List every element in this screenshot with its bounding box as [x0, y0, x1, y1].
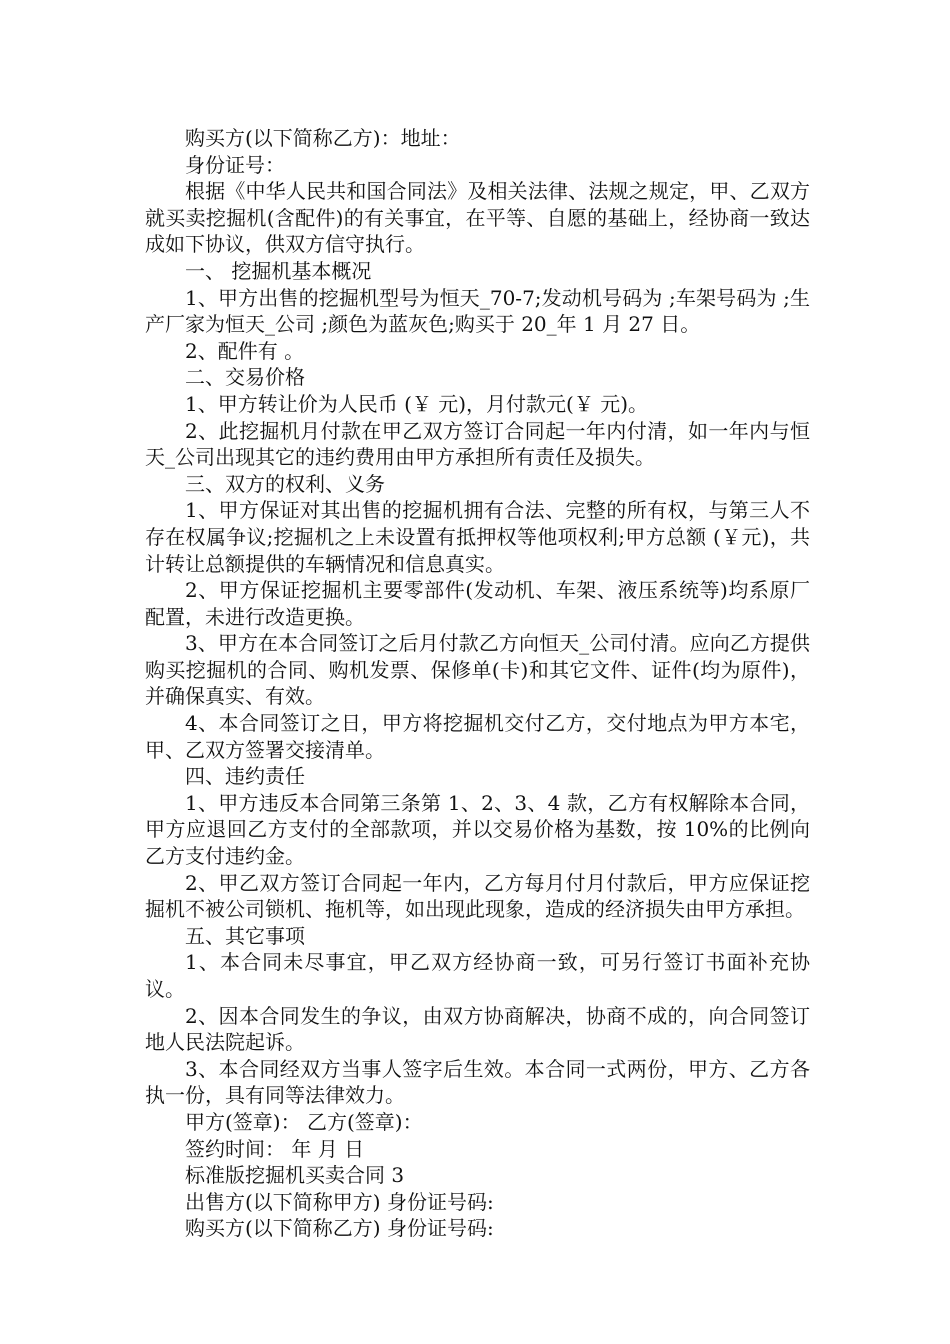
- next-contract-title: 标准版挖掘机买卖合同 3: [185, 1163, 405, 1188]
- contract-body: [145, 125, 810, 1242]
- clause-5-3: 3、本合同经双方当事人签字后生效。本合同一式两份，甲方、乙方各执一份，具有同等法律效力。: [145, 1056, 810, 1108]
- clause-4-1: 1、甲方违反本合同第三条第 1、2、3、4 款，乙方有权解除本合同，甲方应退回乙方支付的全部款项，并以交易价格为基数，按 10%的比例向乙方支付违约金。: [145, 790, 810, 869]
- section-heading-rights: 三、双方的权利、义务: [185, 471, 385, 496]
- clause-1-1: 1、甲方出售的挖掘机型号为恒天_70-7;发动机号码为 ;车架号码为 ;生产厂家为恒天_公司 ;颜色为蓝灰色;购买于 20_年 1 月 27 日。: [145, 285, 810, 337]
- clause-3-1: 1、甲方保证对其出售的挖掘机拥有合法、完整的所有权，与第三人不存在权属争议;挖掘机之上未设置有抵押权等他项权利;甲方总额 (￥元)，共计转让总额提供的车辆情况和信息真实。: [145, 498, 810, 576]
- section-heading-price: 二、交易价格: [185, 365, 305, 390]
- buyer-address-line: 购买方(以下简称乙方)：地址：: [185, 126, 461, 150]
- clause-3-3: 3、甲方在本合同签订之后月付款乙方向恒天_公司付清。应向乙方提供购买挖掘机的合同、购机发票、保修单(卡)和其它文件、证件(均为原件)，并确保真实、有效。: [145, 631, 810, 709]
- clause-3-2: 2、甲方保证挖掘机主要零部件(发动机、车架、液压系统等)均系原厂配置，未进行改造更换。: [145, 578, 810, 629]
- signature-line: 甲方(签章)： 乙方(签章)：: [185, 1109, 423, 1134]
- preamble-paragraph: 根据《中华人民共和国合同法》及相关法律、法规之规定，甲、乙双方就买卖挖掘机(含配件)的有关事宜，在平等、自愿的基础上，经协商一致达成如下协议，供双方信守执行。: [145, 179, 810, 257]
- clause-5-1: 1、本合同未尽事宜，甲乙双方经协商一致，可另行签订书面补充协议。: [145, 950, 810, 1001]
- clause-1-2: 2、配件有 。: [185, 338, 305, 363]
- clause-2-1: 1、甲方转让价为人民币 (￥ 元)，月付款元(￥ 元)。: [185, 391, 649, 416]
- clause-4-2: 2、甲乙双方签订合同起一年内，乙方每月付月付款后，甲方应保证挖掘机不被公司锁机、拖机等，如出现此现象，造成的经济损失由甲方承担。: [145, 870, 810, 922]
- section-heading-liability: 四、违约责任: [185, 764, 305, 789]
- signing-date-line: 签约时间： 年 月 日: [185, 1136, 365, 1161]
- clause-3-4: 4、本合同签订之日，甲方将挖掘机交付乙方，交付地点为甲方本宅，甲、乙双方签署交接清单。: [145, 711, 810, 762]
- section-heading-overview: 一、 挖掘机基本概况: [185, 258, 372, 283]
- buyer-id-line: 身份证号：: [185, 152, 285, 177]
- seller-id-line: 出售方(以下简称甲方) 身份证号码:: [185, 1189, 494, 1214]
- buyer-id-number-line: 购买方(以下简称乙方) 身份证号码:: [185, 1216, 494, 1241]
- section-heading-other: 五、其它事项: [185, 923, 305, 948]
- clause-5-2: 2、因本合同发生的争议，由双方协商解决，协商不成的，向合同签订地人民法院起诉。: [145, 1003, 810, 1055]
- clause-2-2: 2、此挖掘机月付款在甲乙双方签订合同起一年内付清，如一年内与恒天_公司出现其它的违约费用由甲方承担所有责任及损失。: [145, 418, 810, 470]
